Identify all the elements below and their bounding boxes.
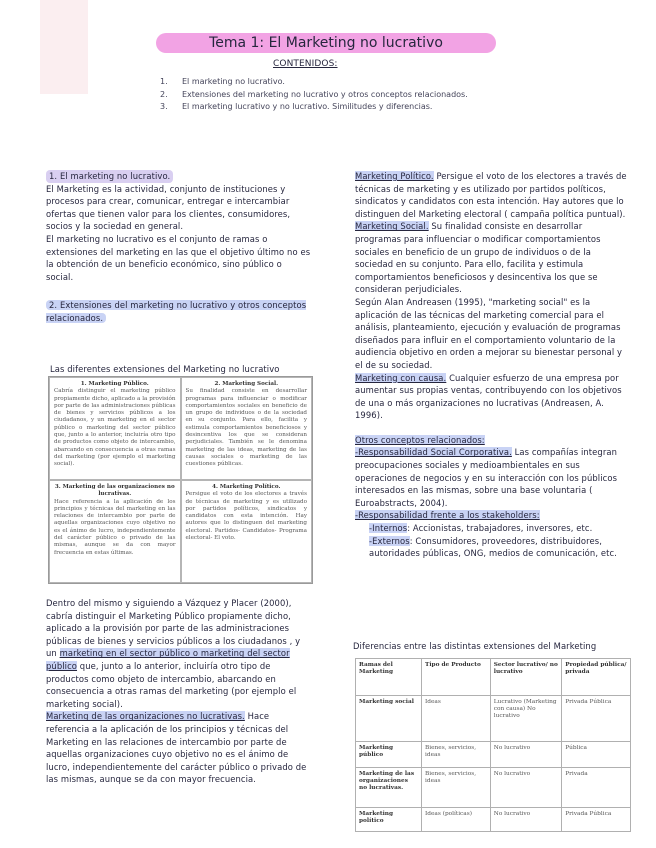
extension-box: 1. Marketing Público. Cabría distinguir el marketing público propiamente dicho, aplicado a la provisión por parte de las administraciones públicas de bienes y servicios públicos a los ciudadanos, y un marketing en el sector público o marketing del sector público que, junto a lo anterior, incluiría otro tipo de productos como objeto de intercambio, abarcando en consecuencia a otras ramas del marketing (por ejemplo el marketing social). (49, 377, 181, 480)
social-marketing-paragraph: Marketing Social. Su finalidad consiste en desarrollar programas para influenciar o modificar comportamientos sociales en beneficio de un grupo de individuos o de la sociedad en su conjunto. Para ello, facilita y estimula comportamientos beneficiosos y desincentiva los que se consideran perjudiciales. (355, 221, 601, 295)
table-row: Marketing social Ideas Lucrativo (Marketing con causa) No lucrativo Privada Pública (356, 696, 631, 742)
page-corner-shade (40, 0, 88, 94)
cause-marketing-paragraph: Marketing con causa. Cualquier esfuerzo de una empresa por aumentar sus propias ventas, contribuyendo con los objetivos de una o más organizaciones no lucrativas (Andreasen, A. 1996). (355, 372, 622, 421)
andreasen-definition: Según Alan Andreasen (1995), "marketing social" es la aplicación de las técnicas del marketing comercial para el análisis, planteamiento, ejecución y evaluación de programas diseñados para influir en el comportamiento voluntario de la audiencia objetivo en orden a mejorar su bienestar personal y el de su sociedad. (355, 296, 623, 370)
table-row: Marketing de las organizaciones no lucrativas. Bienes, servicios, ideas No lucrativo Privada (356, 768, 631, 808)
definition-marketing: El Marketing es la actividad, conjunto de instituciones y procesos para crear, comunicar, entregar e intercambiar ofertas que tienen valor para los clientes, consumidores, socios y la sociedad en general. (46, 183, 291, 232)
section-2-heading: 2. Extensiones del marketing no lucrativo y otros conceptos relacionados. (46, 300, 307, 323)
section-1-heading: 1. El marketing no lucrativo. (46, 170, 173, 183)
political-marketing-paragraph: Marketing Político. Persigue el voto de los electores a través de técnicas de marketing y es utilizado por partidos políticos, sindicatos y candidatos con esta intención. Hay autores que lo distinguen del Marketing electoral ( campaña política puntual). (355, 171, 627, 219)
stakeholders-heading: -Responsabilidad frente a los stakeholders: (355, 510, 540, 521)
page-title: Tema 1: El Marketing no lucrativo (156, 33, 496, 53)
toc-item: 1. El marketing no lucrativo. (160, 77, 285, 86)
extension-box: 4. Marketing Político. Persigue el voto de los electores a través de técnicas de marketing y es utilizado por partidos políticos, sindicatos y candidatos con esta intención. Hay autores que lo distinguen del marketing electoral. Partidos- Candidatos- Programa electoral- El voto. (181, 480, 313, 583)
nonprofit-orgs-paragraph: Marketing de las organizaciones no lucrativas. Hace referencia a la aplicación de los principios y técnicas del Marketing en las relaciones de intercambio por parte de aquellas organizaciones cuyo objetivo no es el ánimo de lucro, independientemente del carácter público o privado de las mismas, aunque se da con mayor frecuencia. (46, 711, 307, 785)
contents-heading: CONTENIDOS: (273, 59, 338, 69)
csr-paragraph: -Responsabilidad Social Corporativa. Las compañías integran preocupaciones sociales y medioambientales en sus operaciones de negocios y en su interacción con los públicos interesados en las mismas, sobre una base voluntaria ( Euroabstracts, 2004). (355, 447, 618, 508)
internal-stakeholders: -Internos: Accionistas, trabajadores, inversores, etc. (369, 523, 593, 534)
table-row: Marketing político Ideas (políticas) No lucrativo Privada Pública (356, 808, 631, 832)
public-marketing-paragraph: Dentro del mismo y siguiendo a Vázquez y Placer (2000), cabría distinguir el Marketing Público propiamente dicho, aplicado a la provisión por parte de las administraciones públicas de bienes y servicios públicos a los ciudadanos , y un marketing en el sector público o marketing del sector público que, junto a lo anterior, incluiría otro tipo de productos como objeto de intercambio, abarcando en consecuencia a otras ramas del marketing (por ejemplo el marketing social). (46, 598, 301, 709)
table-row: Marketing público Bienes, servicios, ideas No lucrativo Pública (356, 742, 631, 768)
toc-item: 2. Extensiones del marketing no lucrativo y otros conceptos relacionados. (160, 89, 468, 99)
external-stakeholders: -Externos: Consumidores, proveedores, distribuidores, autoridades públicas, ONG, medios de comunicación, etc. (369, 535, 617, 559)
right-column (355, 170, 629, 560)
extension-box: 3. Marketing de las organizaciones no lucrativas. Hace referencia a la aplicación de los principios y técnicas del marketing en las relaciones de intercambio por parte de aquellas organizaciones cuyo objetivo no es el ánimo de lucro, independientemente del carácter público o privado de las mismas, aunque se da con mayor frecuencia en estas últimas. (49, 480, 181, 583)
extension-box: 2. Marketing Social. Su finalidad consiste en desarrollar programas para influenciar o modificar comportamientos sociales en beneficio de un grupo de individuos o de la sociedad en su conjunto. Para ello, facilita y estimula comportamientos beneficiosos y desincentiva los que se consideran perjudiciales. También se le denomina marketing de las ideas, marketing de las causas sociales o marketing de las cuestiones públicas. (181, 377, 313, 480)
toc-item: 3. El marketing lucrativo y no lucrativo. Similitudes y diferencias. (160, 102, 433, 111)
left-column (46, 170, 311, 325)
table-of-contents (160, 76, 510, 114)
table-header-row: Ramas del Marketing Tipo de Producto Sector lucrativo/ no lucrativo Propiedad pública/ privada (356, 659, 631, 696)
other-concepts-heading: Otros conceptos relacionados: (355, 434, 485, 445)
extensions-grid (48, 376, 313, 584)
differences-table-caption: Diferencias entre las distintas extensiones del Marketing (353, 641, 597, 651)
differences-table (355, 658, 631, 832)
definition-nonprofit-marketing: El marketing no lucrativo es el conjunto de ramas o extensiones del marketing en las que el objetivo último no es la obtención de un beneficio económico, sino público o social. (46, 233, 311, 282)
extensions-caption: Las diferentes extensiones del Marketing no lucrativo (50, 364, 280, 374)
left-column-bottom (46, 597, 311, 786)
